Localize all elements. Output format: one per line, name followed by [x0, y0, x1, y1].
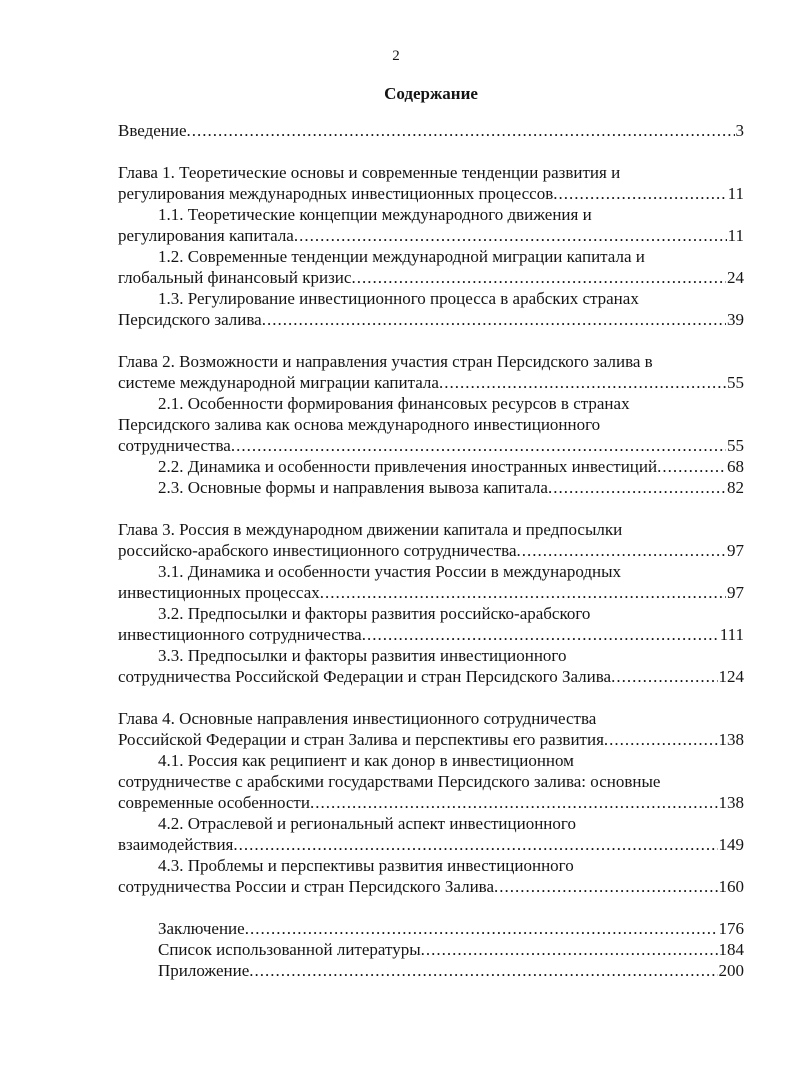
section-heading-cont: сотрудничества Российской Федерации и стран Персидского Залива: [118, 667, 612, 686]
chapter-heading: Глава 4. Основные направления инвестиционного сотрудничества: [118, 709, 597, 728]
toc-entry-page: 200: [718, 961, 744, 980]
toc-entry-page: 11: [727, 184, 744, 203]
toc-entry-page: 160: [718, 877, 744, 896]
chapter-heading-cont: системе международной миграции капитала: [118, 373, 439, 392]
section-heading: 4.3. Проблемы и перспективы развития инвестиционного: [158, 856, 574, 875]
section-heading-cont: инвестиционного сотрудничества: [118, 625, 362, 644]
toc-chapter-4: [118, 708, 744, 897]
toc-entry-page: 176: [718, 919, 744, 938]
section-heading: 3.1. Динамика и особенности участия России в международных: [158, 562, 621, 581]
section-heading-cont: современные особенности: [118, 793, 310, 812]
section-heading: 2.3. Основные формы и направления вывоза капитала: [158, 478, 548, 497]
page-number: 2: [392, 48, 400, 64]
section-heading-cont: сотрудничестве с арабскими государствами Персидского залива: основные: [118, 772, 661, 791]
chapter-heading-cont: российско-арабского инвестиционного сотрудничества: [118, 541, 517, 560]
toc-entry-text: Заключение: [158, 919, 245, 938]
toc-chapter-3: [118, 519, 744, 687]
section-heading: 2.1. Особенности формирования финансовых ресурсов в странах: [158, 394, 630, 413]
section-heading: 3.2. Предпосылки и факторы развития российско-арабского: [158, 604, 591, 623]
toc-entry-page: 138: [718, 793, 744, 812]
toc-entry-page: 55: [727, 436, 744, 455]
section-heading-cont: сотрудничества России и стран Персидского Залива: [118, 877, 495, 896]
section-heading-cont: инвестиционных процессах: [118, 583, 320, 602]
toc-entry-page: 3: [735, 121, 744, 140]
toc-entry-page: 149: [718, 835, 744, 854]
toc-chapter-1: [118, 162, 744, 330]
chapter-heading-cont: Российской Федерации и стран Залива и перспективы его развития: [118, 730, 604, 749]
section-heading-cont: глобальный финансовый кризис: [118, 268, 352, 287]
chapter-heading: Глава 1. Теоретические основы и современные тенденции развития и: [118, 163, 621, 182]
section-heading-cont: сотрудничества: [118, 436, 231, 455]
section-heading: 1.2. Современные тенденции международной миграции капитала и: [158, 247, 645, 266]
section-heading-cont: взаимодействия: [118, 835, 234, 854]
toc-entry-page: 55: [727, 373, 744, 392]
toc-entry-page: 68: [727, 457, 744, 476]
toc-entry-text: Введение: [118, 121, 187, 140]
toc-entry-text: Список использованной литературы: [158, 940, 421, 959]
section-heading-cont: Персидского залива как основа международного инвестиционного: [118, 415, 601, 434]
section-heading-cont: Персидского залива: [118, 310, 262, 329]
section-heading: 3.3. Предпосылки и факторы развития инвестиционного: [158, 646, 567, 665]
toc-entry-page: 97: [727, 541, 744, 560]
toc-entry-page: 11: [727, 226, 744, 245]
toc-entry-text: Приложение: [158, 961, 250, 980]
section-heading: 2.2. Динамика и особенности привлечения иностранных инвестиций: [158, 457, 658, 476]
toc-closing: [118, 918, 744, 981]
toc-chapter-2: [118, 351, 744, 498]
toc-intro: [118, 120, 744, 141]
section-heading-cont: регулирования капитала: [118, 226, 294, 245]
chapter-heading: Глава 3. Россия в международном движении капитала и предпосылки: [118, 520, 623, 539]
chapter-heading-cont: регулирования международных инвестиционных процессов: [118, 184, 554, 203]
toc-entry-page: 111: [719, 625, 744, 644]
chapter-heading: Глава 2. Возможности и направления участия стран Персидского залива в: [118, 352, 653, 371]
page-title: Содержание: [384, 84, 478, 103]
toc-entry-page: 39: [727, 310, 744, 329]
section-heading: 1.3. Регулирование инвестиционного процесса в арабских странах: [158, 289, 639, 308]
toc-entry-page: 184: [718, 940, 744, 959]
toc-entry-page: 124: [718, 667, 744, 686]
section-heading: 4.2. Отраслевой и региональный аспект инвестиционного: [158, 814, 576, 833]
section-heading: 4.1. Россия как реципиент и как донор в инвестиционном: [158, 751, 574, 770]
toc-entry-page: 138: [718, 730, 744, 749]
toc-entry-page: 97: [727, 583, 744, 602]
section-heading: 1.1. Теоретические концепции международного движения и: [158, 205, 592, 224]
toc-entry-page: 24: [727, 268, 744, 287]
toc-entry-page: 82: [727, 478, 744, 497]
table-of-contents: [118, 120, 744, 1002]
